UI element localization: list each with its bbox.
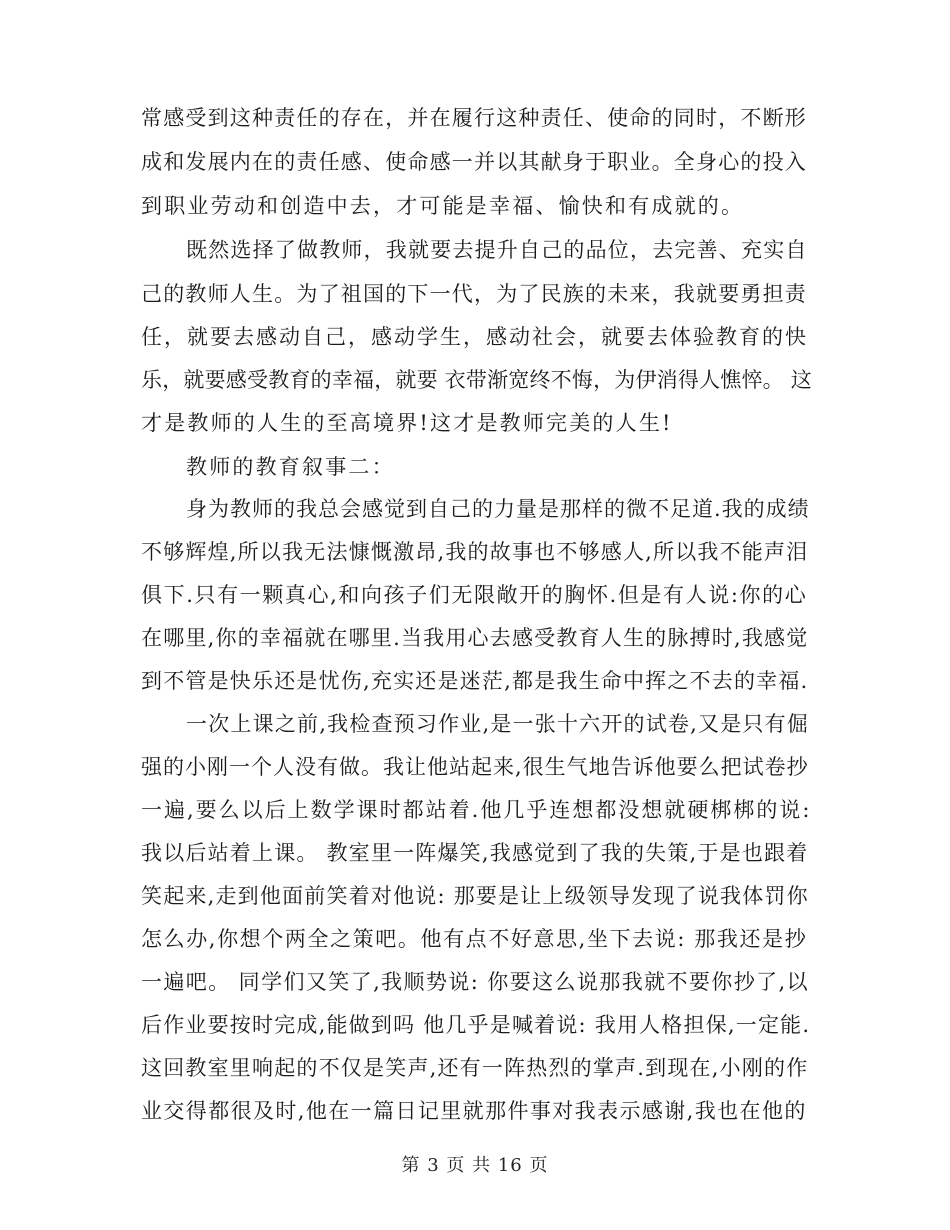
text-line: 常感受到这种责任的存在，并在履行这种责任、使命的同时，不断形 [141, 106, 807, 130]
text-line: 怎么办,你想个两全之策吧。他有点不好意思,坐下去说: 那我还是抄 [141, 927, 808, 951]
text-line: 己的教师人生。为了祖国的下一代，为了民族的未来，我就要勇担责 [141, 282, 807, 306]
text-line: 到职业劳动和创造中去，才可能是幸福、愉快和有成就的。 [141, 194, 745, 218]
text-line: 笑起来,走到他面前笑着对他说: 那要是让上级领导发现了说我体罚你 [141, 884, 809, 908]
text-line: 这回教室里响起的不仅是笑声,还有一阵热烈的掌声.到现在,小刚的作 [141, 1056, 809, 1080]
paragraph-start-line: 一次上课之前,我检查预习作业,是一张十六开的试卷,又是只有倔 [186, 712, 810, 736]
text-line: 不够辉煌,所以我无法慷慨激昂,我的故事也不够感人,所以我不能声泪 [141, 540, 809, 564]
text-line: 我以后站着上课。 教室里一阵爆笑,我感觉到了我的失策,于是也跟着 [141, 841, 809, 865]
text-line: 强的小刚一个人没有做。我让他站起来,很生气地告诉他要么把试卷抄 [141, 755, 809, 779]
text-line: 任，就要去感动自己，感动学生，感动社会，就要去体验教育的快 [141, 325, 808, 349]
paragraph-start-line: 既然选择了做教师，我就要去提升自己的品位，去完善、充实自 [186, 238, 808, 262]
text-line: 业交得都很及时,他在一篇日记里就那件事对我表示感谢,我也在他的 [141, 1099, 807, 1123]
text-line: 在哪里,你的幸福就在哪里.当我用心去感受教育人生的脉搏时,我感觉 [141, 626, 809, 650]
text-line: 乐，就要感受教育的幸福，就要 衣带渐宽终不悔，为伊消得人憔悴。 这 [141, 368, 812, 392]
paragraph-start-line: 身为教师的我总会感觉到自己的力量是那样的微不足道.我的成绩 [186, 497, 810, 521]
section-heading: 教师的教育叙事二： [186, 455, 395, 479]
text-line: 成和发展内在的责任感、使命感一并以其献身于职业。全身心的投入 [141, 150, 807, 174]
text-line: 到不管是快乐还是忧伤,充实还是迷茫,都是我生命中挥之不去的幸福. [141, 669, 809, 693]
text-line: 一遍,要么以后上数学课时都站着.他几乎连想都没想就硬梆梆的说: [141, 798, 812, 822]
text-line: 一遍吧。 同学们又笑了,我顺势说: 你要这么说那我就不要你抄了,以 [141, 970, 809, 994]
text-line: 才是教师的人生的至高境界!这才是教师完美的人生! [141, 411, 673, 435]
page-footer: 第 3 页 共 16 页 [401, 1155, 549, 1176]
text-line: 俱下.只有一颗真心,和向孩子们无限敞开的胸怀.但是有人说:你的心 [141, 583, 808, 607]
text-line: 后作业要按时完成,能做到吗 他几乎是喊着说: 我用人格担保,一定能. [141, 1013, 811, 1037]
